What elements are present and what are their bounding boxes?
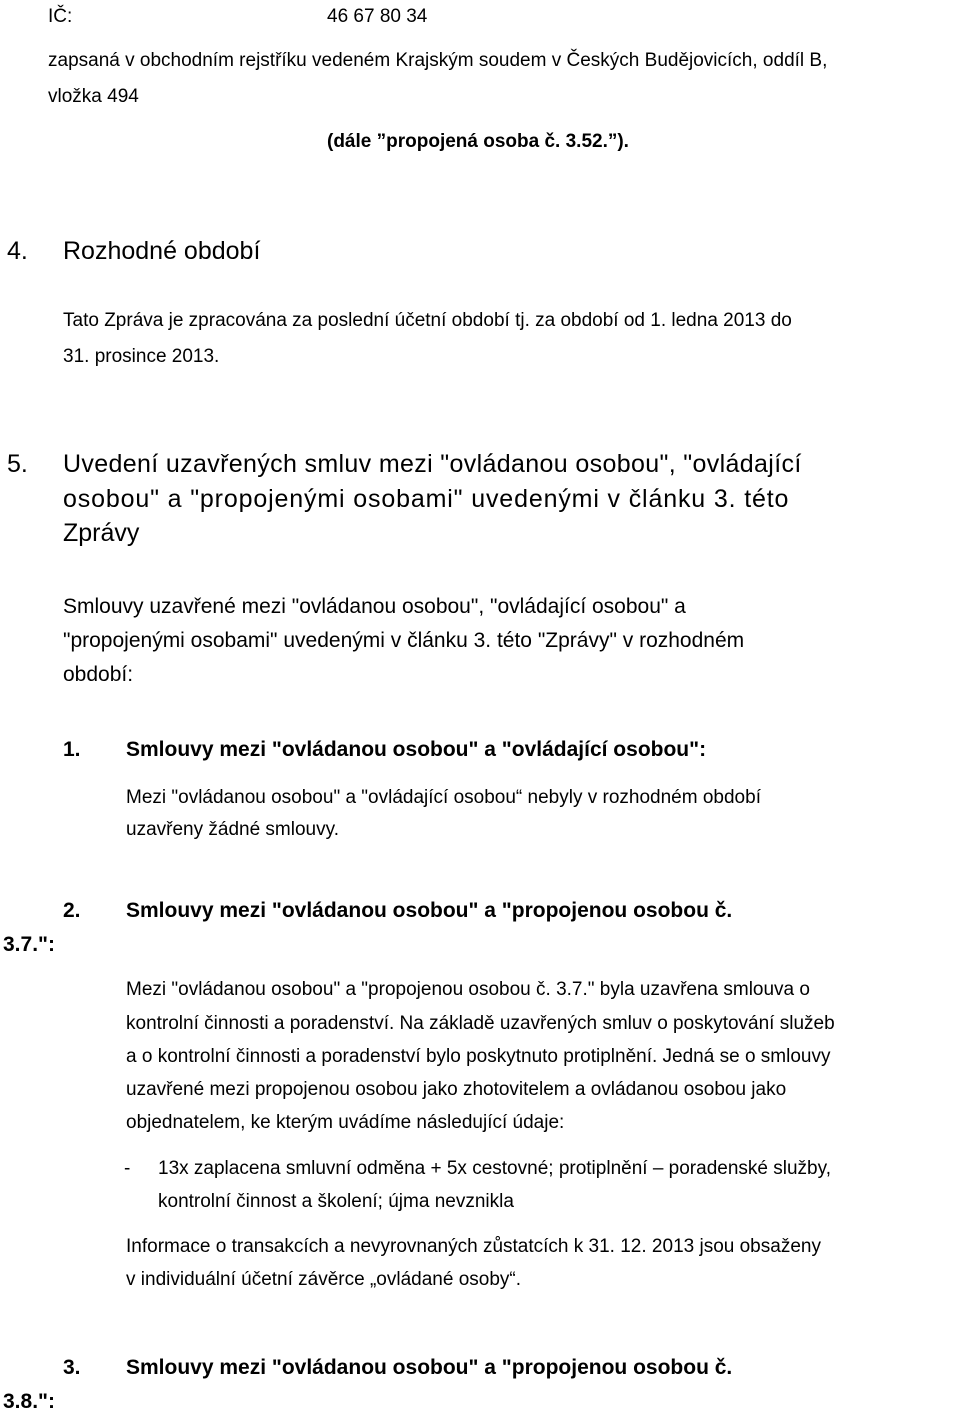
item-3-title-line-1: Smlouvy mezi "ovládanou osobou" a "propojenou osobou č. <box>126 1356 733 1379</box>
item-2-title-line-1: Smlouvy mezi "ovládanou osobou" a "propojenou osobou č. <box>126 899 733 922</box>
item-2-body-line-5: objednatelem, ke kterým uvádíme následující údaje: <box>126 1112 565 1133</box>
section-5-intro-line-1: Smlouvy uzavřené mezi "ovládanou osobou", "ovládající osobou" a <box>63 595 686 618</box>
section-5-heading-line-2: osobou" a "propojenými osobami" uvedenými v článku 3. této <box>63 485 790 513</box>
section-4-body-line-2: 31. prosince 2013. <box>63 346 220 367</box>
item-2-body-line-1: Mezi "ovládanou osobou" a "propojenou osobou č. 3.7." byla uzavřena smlouva o <box>126 979 810 1000</box>
section-4-number: 4. <box>7 237 28 265</box>
section-4-body-line-1: Tato Zpráva je zpracována za poslední účetní období tj. za období od 1. ledna 2013 do <box>63 310 792 331</box>
item-1-title: Smlouvy mezi "ovládanou osobou" a "ovládající osobou": <box>126 738 707 761</box>
section-4-heading: Rozhodné období <box>63 237 261 265</box>
item-2-info-line-1: Informace o transakcích a nevyrovnaných zůstatcích k 31. 12. 2013 jsou obsaženy <box>126 1236 821 1257</box>
item-3-number: 3. <box>63 1356 81 1379</box>
item-2-info-line-2: v individuální účetní závěrce „ovládané osoby“. <box>126 1269 522 1290</box>
item-2-body-line-4: uzavřené mezi propojenou osobou jako zhotovitelem a ovládanou osobou jako <box>126 1079 787 1100</box>
item-2-bullet-line-1: 13x zaplacena smluvní odměna + 5x cestovné; protiplnění – poradenské služby, <box>158 1158 831 1179</box>
item-1-number: 1. <box>63 738 81 761</box>
register-line-2: vložka 494 <box>48 86 139 107</box>
item-3-title-line-2: 3.8.": <box>3 1390 55 1413</box>
section-5-number: 5. <box>7 450 28 478</box>
item-2-bullet-line-2: kontrolní činnost a školení; újma nevznikla <box>158 1191 514 1212</box>
register-line-1: zapsaná v obchodním rejstříku vedeném Krajským soudem v Českých Budějovicích, oddíl B, <box>48 50 828 71</box>
item-2-number: 2. <box>63 899 81 922</box>
item-2-body-line-2: kontrolní činnosti a poradenství. Na základě uzavřených smluv o poskytování služeb <box>126 1013 835 1034</box>
section-5-intro-line-3: období: <box>63 663 134 686</box>
ic-value: 46 67 80 34 <box>327 6 428 27</box>
item-2-title-line-2: 3.7.": <box>3 933 55 956</box>
section-5-heading-line-3: Zprávy <box>63 519 140 547</box>
item-2-bullet-dash: - <box>124 1158 131 1179</box>
section-5-intro-line-2: "propojenými osobami" uvedenými v článku 3. této "Zprávy" v rozhodném <box>63 629 745 652</box>
ic-label: IČ: <box>48 6 73 27</box>
company-alias: (dále ”propojená osoba č. 3.52.”). <box>327 131 629 152</box>
item-1-body-line-2: uzavřeny žádné smlouvy. <box>126 819 339 840</box>
section-5-heading-line-1: Uvedení uzavřených smluv mezi "ovládanou osobou", "ovládající <box>63 450 802 478</box>
item-2-body-line-3: a o kontrolní činnosti a poradenství bylo poskytnuto protiplnění. Jedná se o smlouvy <box>126 1046 831 1067</box>
item-1-body-line-1: Mezi "ovládanou osobou" a "ovládající osobou“ nebyly v rozhodném období <box>126 787 761 808</box>
